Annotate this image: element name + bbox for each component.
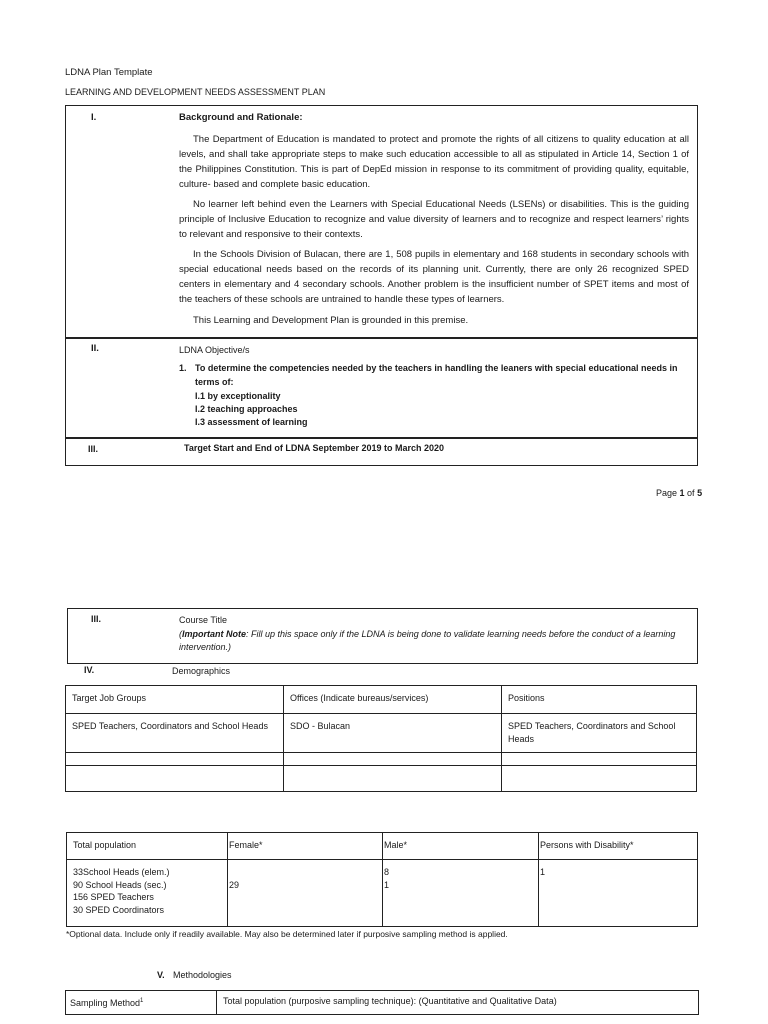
table-row xyxy=(66,991,699,1015)
section-numeral: I. xyxy=(91,112,97,123)
section-numeral: V. xyxy=(157,970,165,980)
table-cell: SPED Teachers, Coordinators and School Heads xyxy=(502,714,697,753)
section-numeral: IV. xyxy=(84,665,95,675)
objective-number: 1. xyxy=(179,363,187,373)
section-objectives-box xyxy=(65,337,698,439)
population-table xyxy=(66,832,698,927)
table-cell: SPED Teachers, Coordinators and School Heads xyxy=(66,714,284,753)
section-numeral: III. xyxy=(88,444,99,454)
paragraph: No learner left behind even the Learners with Special Educational Needs (LSENs) or disabilities. This is the guiding principle of Inclusive Education to recognize and value diversity of learners and to recognize and respect learners’ rights to relevant and responsive to their contexts. xyxy=(179,199,689,240)
table-cell: 33School Heads (elem.) 90 School Heads (sec.) 156 SPED Teachers 30 SPED Coordinators xyxy=(67,860,228,927)
table-header-cell: Male* xyxy=(383,833,539,860)
table-header-cell: Total population xyxy=(67,833,228,860)
objective-item: I.1 by exceptionality xyxy=(195,391,281,401)
plan-title: LEARNING AND DEVELOPMENT NEEDS ASSESSMENT PLAN xyxy=(65,87,326,97)
objective-line: To determine the competencies needed by the teachers in handling the leaners with special educational needs in xyxy=(195,363,678,373)
objective-item: I.3 assessment of learning xyxy=(195,417,308,427)
table-header-cell: Positions xyxy=(502,686,697,714)
section-numeral: II. xyxy=(91,343,99,354)
course-heading: Course Title xyxy=(179,615,228,625)
template-title: LDNA Plan Template xyxy=(65,67,153,78)
paragraph: This Learning and Development Plan is grounded in this premise. xyxy=(193,315,469,326)
demographics-heading: Demographics xyxy=(172,666,231,676)
table-cell: 1 xyxy=(539,860,698,927)
table-header-cell: Offices (Indicate bureaus/services) xyxy=(284,686,502,714)
table-header-cell: Target Job Groups xyxy=(66,686,284,714)
paragraph: In the Schools Division of Bulacan, there are 1, 508 pupils in elementary and 168 students in secondary schools with special educational needs based on the records of its planning unit. Currently, there are only 26 recognized SPED centers in elementary and 4 secondary schools. Another problem is the insufficient number of SPET items and most of the teachers of these schools are untrained to handle these types of learners. xyxy=(179,249,689,305)
table-cell: SDO - Bulacan xyxy=(284,714,502,753)
section-heading: LDNA Objective/s xyxy=(179,345,250,355)
sampling-value: Total population (purposive sampling technique): (Quantitative and Qualitative Data) xyxy=(217,991,699,1015)
page-number: Page 1 of 5 xyxy=(656,488,703,498)
table-header-row xyxy=(66,686,697,714)
sampling-label: Sampling Method$^1$ xyxy=(66,991,217,1015)
methodologies-heading: Methodologies xyxy=(173,970,232,980)
table-cell: 29 xyxy=(228,860,383,927)
demographics-table xyxy=(65,685,697,792)
table-header-cell: Female* xyxy=(228,833,383,860)
population-footnote: *Optional data. Include only if readily available. May also be determined later if purposive sampling method is applied. xyxy=(66,929,508,939)
table-row xyxy=(66,714,697,753)
section-heading: Background and Rationale: xyxy=(179,112,303,123)
target-dates: Target Start and End of LDNA September 2019 to March 2020 xyxy=(184,443,445,453)
paragraph: The Department of Education is mandated to protect and promote the rights of all citizens to quality education at all levels, and shall take appropriate steps to make such education accessible to all as stipulated in Article 14, Section 1 of the Philippines Constitution. This is part of DepEd mission in response to its commitment of providing quality, equitable, culture- based and complete basic education. xyxy=(179,134,689,190)
table-header-row xyxy=(67,833,698,860)
table-cell: 8 1 xyxy=(383,860,539,927)
section-numeral: III. xyxy=(91,614,102,624)
objective-line: terms of: xyxy=(195,377,234,387)
table-header-cell: Persons with Disability* xyxy=(539,833,698,860)
table-row xyxy=(67,860,698,927)
table-row xyxy=(66,753,697,766)
table-row xyxy=(66,766,697,792)
course-note: (Important Note: Fill up this space only if the LDNA is being done to validate learning needs before the conduct of a learning intervention.) xyxy=(179,629,676,652)
objective-item: I.2 teaching approaches xyxy=(195,404,298,414)
sampling-table xyxy=(65,990,699,1015)
